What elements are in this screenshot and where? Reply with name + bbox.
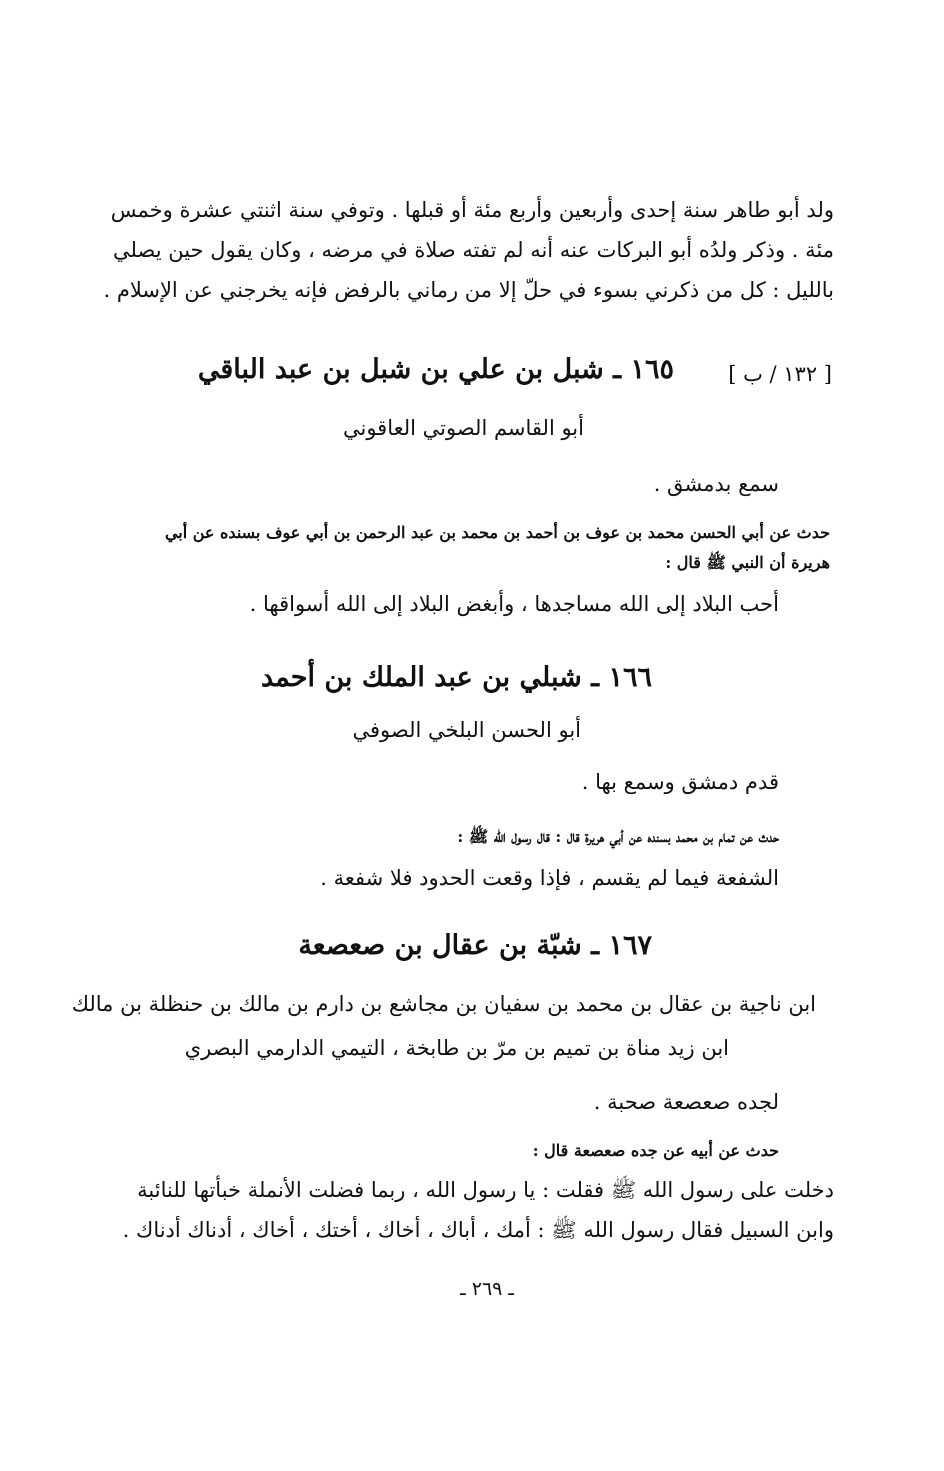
- entry-166-hadith: الشفعة فيما لم يقسم ، فإذا وقعت الحدود فلا شفعة .: [320, 866, 779, 890]
- intro-line-2: مئة . وذكر ولدُه أبو البركات عنه أنه لم تفته صلاة في مرضه ، وكان يقول حين يصلي: [113, 238, 834, 262]
- entry-165-isnad-line-1: حدث عن أبي الحسن محمد بن عوف بن أحمد بن محمد بن عبد الرحمن بن أبي عوف بسنده عن أبي: [164, 523, 830, 542]
- entry-165-hadith: أحب البلاد إلى الله مساجدها ، وأبغض البلاد إلى الله أسواقها .: [249, 592, 779, 616]
- entry-165-isnad-line-2: هريرة أن النبي ﷺ قال :: [665, 553, 830, 572]
- intro-line-1: ولد أبو طاهر سنة إحدى وأربعين وأربع مئة أو قبلها . وتوفي سنة اثنتي عشرة وخمس: [110, 198, 834, 222]
- folio-marker: [ ١٣٢ / ب ]: [728, 362, 832, 386]
- entry-165-kunya: أبو القاسم الصوتي العاقوني: [342, 416, 584, 440]
- entry-167-title: ١٦٧ ـ شبّة بن عقال بن صعصعة: [298, 930, 652, 961]
- entry-166-kunya: أبو الحسن البلخي الصوفي: [352, 718, 581, 742]
- entry-167-hadith-line-2: وابن السبيل فقال رسول الله ﷺ : أمك ، أباك ، أخاك ، أختك ، أخاك ، أدناك أدناك .: [122, 1218, 834, 1242]
- entry-167-isnad: حدث عن أبيه عن جده صعصعة قال :: [532, 1141, 779, 1160]
- entry-167-hadith-line-1: دخلت على رسول الله ﷺ فقلت : يا رسول الله ، ربما فضلت الأنملة خبأتها للنائبة: [137, 1178, 834, 1202]
- page-number: ـ ٢٦٩ ـ: [460, 1278, 514, 1300]
- entry-165-heard: سمع بدمشق .: [653, 472, 779, 496]
- entry-167-companion: لجده صعصعة صحبة .: [593, 1090, 779, 1114]
- intro-line-3: بالليل : كل من ذكرني بسوء في حلّ إلا من رماني بالرفض فإنه يخرجني عن الإسلام .: [103, 278, 834, 302]
- entry-166-isnad: حدث عن تمام بن محمد بسنده عن أبي هريرة قال : قال رسول الله ﷺ :: [457, 827, 779, 846]
- entry-166-heard: قدم دمشق وسمع بها .: [581, 770, 779, 794]
- entry-165-title: ١٦٥ ـ شبل بن علي بن شبل بن عبد الباقي: [197, 354, 674, 385]
- entry-167-lineage-2: ابن زيد مناة بن تميم بن مرّ بن طابخة ، التيمي الدارمي البصري: [184, 1036, 729, 1060]
- entry-166-title: ١٦٦ ـ شبلي بن عبد الملك بن أحمد: [260, 662, 652, 693]
- entry-167-lineage-1: ابن ناجية بن عقال بن محمد بن سفيان بن مجاشع بن دارم بن مالك بن حنظلة بن مالك: [71, 992, 816, 1016]
